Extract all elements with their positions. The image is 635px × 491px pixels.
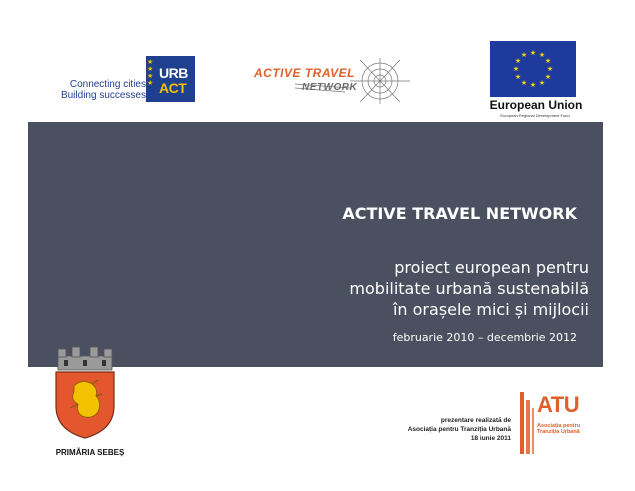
atu-logo-word: ATU xyxy=(537,392,580,417)
svg-text:★: ★ xyxy=(529,49,537,57)
project-period: februarie 2010 – decembrie 2012 xyxy=(392,331,577,344)
svg-text:★: ★ xyxy=(512,65,520,73)
eu-flag-icon xyxy=(490,41,576,97)
slide-subtitle xyxy=(229,257,589,320)
svg-text:★: ★ xyxy=(529,81,537,89)
credit-line-2: Asociația pentru Tranziția Urbană xyxy=(407,426,511,433)
svg-text:★: ★ xyxy=(546,65,554,73)
svg-text:★: ★ xyxy=(520,51,528,59)
urbact-word-2: ACT xyxy=(159,80,187,96)
primaria-label: PRIMĂRIA SEBEȘ xyxy=(55,448,125,457)
eu-label: European Union xyxy=(489,98,583,112)
credit-line-1: prezentare realizată de xyxy=(440,417,511,424)
subtitle-line-2: mobilitate urbană sustenabilă xyxy=(349,279,589,298)
svg-text:★: ★ xyxy=(544,73,552,81)
svg-text:★: ★ xyxy=(520,79,528,87)
svg-text:★: ★ xyxy=(514,57,522,65)
eu-sublabel: European Regional Development Fund xyxy=(500,113,570,118)
subtitle-line-3: în orașele mici și mijlocii xyxy=(392,300,589,319)
subtitle-line-1: proiect european pentru xyxy=(394,258,589,277)
eu-stars-icon: ★ ★ ★ ★ xyxy=(147,58,154,87)
presentation-credits xyxy=(408,416,511,443)
urbact-tagline xyxy=(48,79,146,101)
credit-line-3: 18 iunie 2011 xyxy=(470,435,511,442)
urbact-word-1: URB xyxy=(159,65,188,81)
atu-logo-sub xyxy=(537,423,580,435)
svg-text:★: ★ xyxy=(538,79,546,87)
urbact-logo xyxy=(146,56,195,102)
slide-title: ACTIVE TRAVEL NETWORK xyxy=(342,204,577,223)
spider-web-icon xyxy=(250,58,410,104)
svg-text:★: ★ xyxy=(514,73,522,81)
sebes-coat-of-arms-icon xyxy=(52,346,118,440)
atu-sub-line-2: Tranziția Urbană xyxy=(537,429,580,435)
atn-logo-line-2: NETWORK xyxy=(302,82,358,93)
urbact-tagline-line-1: Connecting cities xyxy=(69,79,146,90)
atn-logo-line-1: ACTIVE TRAVEL xyxy=(254,66,355,80)
svg-text:★: ★ xyxy=(538,51,546,59)
urbact-tagline-line-2: Building successes xyxy=(60,90,146,101)
atu-sub-line-1: Asociația pentru xyxy=(537,423,581,429)
svg-text:★: ★ xyxy=(544,57,552,65)
